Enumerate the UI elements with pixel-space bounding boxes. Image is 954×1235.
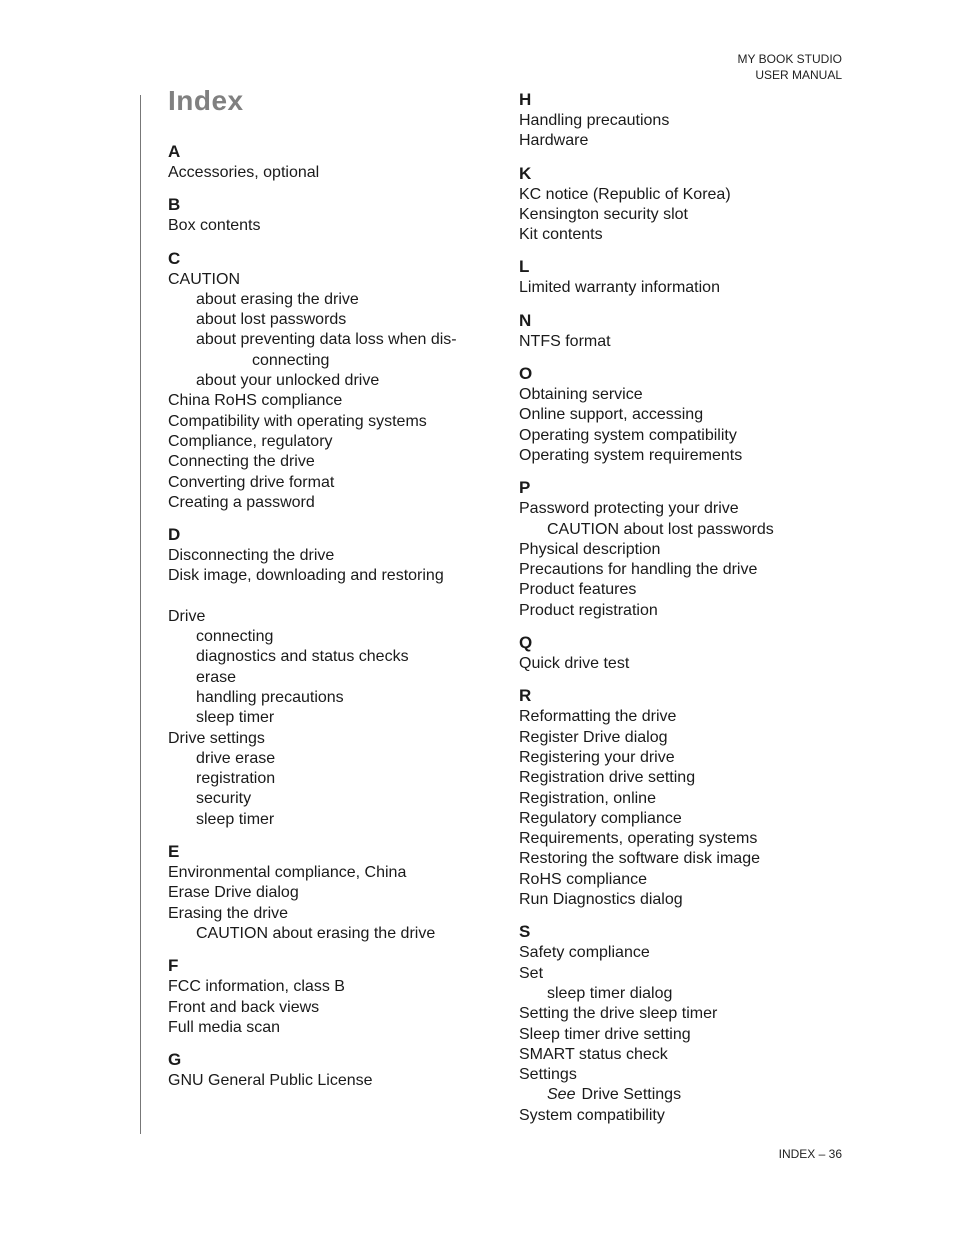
index-entry[interactable]: Drive [168, 607, 206, 625]
index-section-r [519, 686, 849, 910]
index-entry[interactable]: Operating system requirements [519, 446, 743, 464]
section-letter: H [519, 90, 532, 109]
section-letter: B [168, 195, 181, 215]
index-section-n [519, 311, 849, 352]
section-letter: E [168, 842, 180, 862]
index-entry[interactable]: Box contents [168, 217, 261, 235]
index-subentry[interactable]: CAUTION about erasing the drive [196, 924, 436, 942]
index-subentry[interactable]: handling precautions [196, 688, 344, 706]
index-entry[interactable]: Run Diagnostics dialog [519, 891, 683, 909]
index-subentry[interactable]: security [196, 790, 252, 808]
section-letter: N [519, 310, 532, 330]
index-entry[interactable]: RoHS compliance [519, 870, 648, 888]
section-letter: S [519, 922, 531, 942]
header-line-2: USER MANUAL [755, 68, 842, 82]
section-letter: C [168, 248, 181, 268]
subentry-continuation: connecting [252, 351, 330, 369]
index-entry[interactable]: Connecting the drive [168, 453, 315, 471]
index-entry[interactable]: Kit contents [519, 226, 603, 244]
index-section-f [168, 956, 498, 1038]
subentry-line: about preventing data loss when dis- [196, 331, 457, 349]
index-entry[interactable]: KC notice (Republic of Korea) [519, 185, 731, 203]
index-subentry[interactable]: sleep timer dialog [547, 984, 673, 1002]
index-entry[interactable]: NTFS format [519, 332, 611, 350]
index-subentry-see[interactable] [519, 1085, 849, 1105]
index-entry[interactable]: Obtaining service [519, 386, 643, 404]
index-section-c [168, 249, 498, 514]
running-header [738, 51, 842, 83]
index-section-l [519, 257, 849, 298]
index-entry[interactable]: Product features [519, 581, 637, 599]
index-section-k [519, 164, 849, 246]
index-subentry[interactable]: sleep timer [196, 709, 275, 727]
index-column-right [519, 90, 849, 1138]
index-entry[interactable]: Converting drive format [168, 473, 335, 491]
section-letter: R [519, 686, 532, 706]
index-entry[interactable]: Disk image, downloading and restoring [168, 567, 444, 585]
section-letter: D [168, 525, 181, 545]
section-letter: O [519, 364, 533, 384]
index-entry[interactable]: Environmental compliance, China [168, 864, 407, 882]
index-subentry[interactable]: about erasing the drive [196, 290, 359, 308]
index-entry[interactable]: Limited warranty information [519, 279, 720, 297]
index-entry[interactable]: Settings [519, 1066, 577, 1084]
index-section-p [519, 478, 849, 621]
index-entry[interactable]: Product registration [519, 601, 658, 619]
index-section-d [168, 525, 498, 830]
section-letter: P [519, 478, 531, 498]
see-target: Drive Settings [581, 1086, 682, 1104]
index-entry[interactable]: Drive settings [168, 729, 265, 747]
index-entry[interactable]: Creating a password [168, 493, 315, 511]
index-entry[interactable]: Erase Drive dialog [168, 884, 299, 902]
header-line-1: MY BOOK STUDIO [737, 52, 842, 66]
index-section-b [168, 195, 498, 236]
index-entry[interactable]: Safety compliance [519, 944, 650, 962]
index-entry[interactable]: Quick drive test [519, 655, 630, 673]
index-entry[interactable]: Compliance, regulatory [168, 432, 333, 450]
section-letter: K [519, 163, 532, 183]
index-section-g [168, 1050, 498, 1091]
index-entry[interactable]: Compatibility with operating systems [168, 412, 427, 430]
index-subentry[interactable]: registration [196, 770, 276, 788]
section-letter: A [168, 142, 181, 161]
page-title: Index [168, 85, 244, 116]
index-entry[interactable]: FCC information, class B [168, 978, 345, 996]
see-label: See [547, 1086, 576, 1104]
index-section-a [168, 142, 498, 183]
index-subentry[interactable]: diagnostics and status checks [196, 648, 409, 666]
index-section-h [519, 90, 849, 152]
index-section-q [519, 633, 849, 674]
index-entry[interactable]: Registering your drive [519, 748, 675, 766]
margin-rule [140, 95, 141, 1134]
section-letter: Q [519, 633, 533, 653]
index-entry[interactable]: Operating system compatibility [519, 426, 737, 444]
index-entry[interactable]: Set [519, 964, 544, 982]
section-letter: L [519, 257, 530, 277]
index-entry[interactable]: Handling precautions [519, 112, 670, 129]
index-entry[interactable]: Online support, accessing [519, 406, 704, 424]
index-entry[interactable]: CAUTION [168, 270, 240, 288]
page-footer: INDEX – 36 [778, 1147, 842, 1161]
index-entry[interactable]: Setting the drive sleep timer [519, 1005, 718, 1023]
index-entry[interactable]: Reformatting the drive [519, 708, 677, 726]
index-subentry[interactable]: erase [196, 668, 237, 686]
index-subentry[interactable]: sleep timer [196, 810, 275, 828]
index-subentry[interactable]: CAUTION about lost passwords [547, 520, 774, 538]
index-entry[interactable]: Front and back views [168, 998, 320, 1016]
index-entry[interactable]: SMART status check [519, 1045, 668, 1063]
index-section-e [168, 842, 498, 944]
index-subentry[interactable]: about lost passwords [196, 311, 347, 329]
index-column-left [168, 142, 498, 1103]
index-entry[interactable]: Registration drive setting [519, 769, 696, 787]
index-entry[interactable]: Regulatory compliance [519, 809, 682, 827]
index-subentry[interactable]: connecting [196, 628, 274, 646]
index-entry[interactable]: Full media scan [168, 1018, 281, 1036]
section-letter: F [168, 956, 179, 976]
index-entry[interactable]: Restoring the software disk image [519, 850, 760, 868]
index-entry[interactable]: Register Drive dialog [519, 728, 668, 746]
index-entry[interactable]: Password protecting your drive [519, 500, 739, 518]
index-entry[interactable]: Kensington security slot [519, 205, 688, 223]
index-entry[interactable]: Accessories, optional [168, 164, 320, 181]
index-section-o [519, 364, 849, 466]
index-entry[interactable]: Precautions for handling the drive [519, 561, 758, 579]
index-entry[interactable]: Erasing the drive [168, 904, 289, 922]
section-letter: G [168, 1050, 182, 1070]
index-subentry[interactable]: drive erase [196, 749, 276, 767]
index-entry[interactable]: System compatibility [519, 1106, 665, 1124]
index-entry[interactable]: Hardware [519, 132, 589, 150]
index-subentry[interactable] [168, 330, 498, 371]
index-entry[interactable]: Sleep timer drive setting [519, 1025, 691, 1043]
index-entry[interactable]: Registration, online [519, 789, 656, 807]
index-entry[interactable]: China RoHS compliance [168, 392, 343, 410]
index-subentry[interactable]: about your unlocked drive [196, 372, 380, 390]
index-section-s [519, 922, 849, 1126]
index-entry[interactable]: Physical description [519, 540, 661, 558]
index-entry[interactable]: GNU General Public License [168, 1072, 373, 1090]
index-entry[interactable]: Disconnecting the drive [168, 547, 335, 565]
index-entry[interactable]: Requirements, operating systems [519, 830, 758, 848]
